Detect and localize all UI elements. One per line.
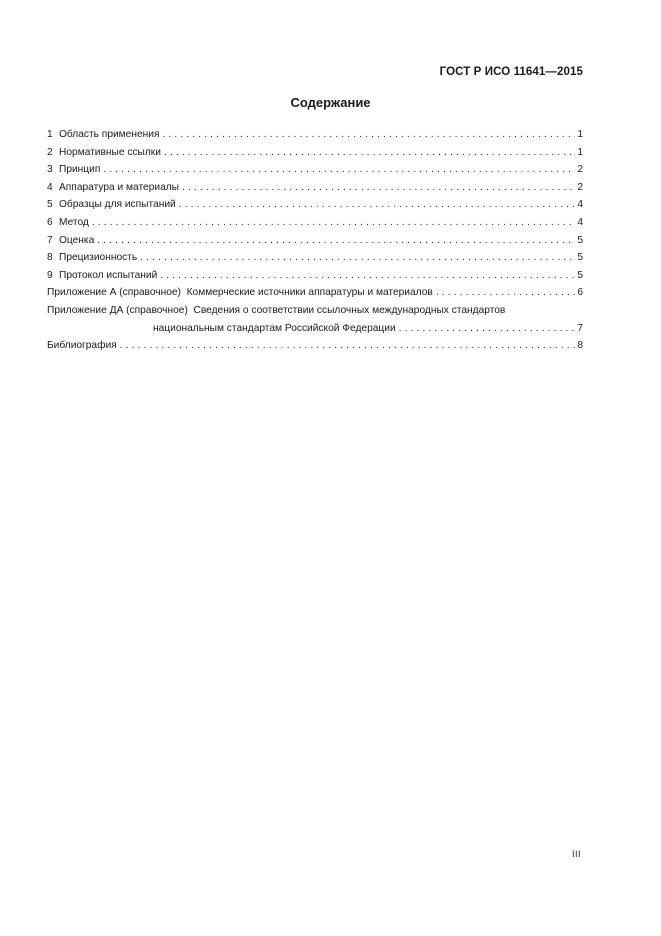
dot-leader (92, 214, 575, 232)
toc-entry-label: Оценка (59, 234, 95, 246)
toc-entry-label: Прецизионность (59, 252, 138, 264)
toc-entry-apparatus[interactable] (47, 179, 583, 197)
toc-entry-page: 1 (577, 146, 583, 158)
toc-entry-page: 8 (577, 340, 583, 352)
toc-entry-page: 5 (577, 252, 583, 264)
toc-entry-number: 5 (47, 199, 53, 211)
toc-entry-scope[interactable] (47, 126, 583, 144)
toc-entry-page: 1 (577, 129, 583, 140)
dot-leader (160, 267, 575, 285)
toc-entry-label: Библиография (47, 340, 117, 352)
dot-leader (140, 249, 575, 267)
dot-leader (97, 232, 575, 250)
toc-entry-bibliography[interactable] (47, 337, 583, 355)
toc-entry-appendix-da[interactable] (47, 302, 583, 337)
document-code: ГОСТ Р ИСО 11641—2015 (439, 66, 583, 78)
toc-entry-label: Принцип (59, 164, 101, 176)
toc-entry-page: 2 (577, 164, 583, 176)
page-number: III (571, 849, 581, 859)
toc-entry-label: Область применения (59, 129, 160, 140)
toc-entry-number: 2 (47, 146, 53, 158)
dot-leader (120, 337, 576, 355)
table-of-contents (47, 126, 583, 355)
toc-entry-page: 4 (577, 199, 583, 211)
toc-entry-test-specimens[interactable] (47, 196, 583, 214)
dot-leader (182, 179, 575, 197)
toc-entry-method[interactable] (47, 214, 583, 232)
toc-entry-label: Образцы для испытаний (59, 199, 176, 211)
toc-entry-test-report[interactable] (47, 267, 583, 285)
toc-entry-label: Метод (59, 216, 89, 228)
toc-entry-evaluation[interactable] (47, 232, 583, 250)
toc-entry-label: Аппаратура и материалы (59, 181, 179, 193)
toc-entry-number: 3 (47, 164, 53, 176)
toc-entry-page: 5 (577, 269, 583, 281)
dot-leader (399, 320, 576, 338)
toc-entry-normative-references[interactable] (47, 144, 583, 162)
dot-leader (103, 161, 575, 179)
toc-entry-page: 5 (577, 234, 583, 246)
toc-entry-label: Приложение ДА (справочное) Сведения о соответствии ссылочных международных стандартов (47, 304, 506, 316)
toc-entry-appendix-a[interactable] (47, 284, 583, 302)
toc-entry-page: 2 (577, 181, 583, 193)
toc-entry-number: 1 (47, 129, 53, 140)
toc-title: Содержание (290, 95, 371, 110)
toc-entry-label: Нормативные ссылки (59, 146, 161, 158)
dot-leader (162, 126, 575, 144)
toc-entry-label-continued: национальным стандартам Российской Федерации (153, 322, 396, 334)
toc-entry-number: 8 (47, 252, 53, 264)
toc-entry-number: 4 (47, 181, 53, 193)
toc-entry-label: Приложение А (справочное) Коммерческие источники аппаратуры и материалов (47, 287, 433, 299)
dot-leader (436, 284, 576, 302)
dot-leader (164, 144, 575, 162)
toc-entry-page: 6 (577, 287, 583, 299)
toc-entry-page: 4 (577, 216, 583, 228)
toc-entry-principle[interactable] (47, 161, 583, 179)
toc-entry-label: Протокол испытаний (59, 269, 158, 281)
toc-entry-number: 9 (47, 269, 53, 281)
dot-leader (179, 196, 576, 214)
toc-entry-number: 7 (47, 234, 53, 246)
toc-entry-number: 6 (47, 216, 53, 228)
toc-entry-page: 7 (577, 322, 583, 334)
toc-entry-precision[interactable] (47, 249, 583, 267)
